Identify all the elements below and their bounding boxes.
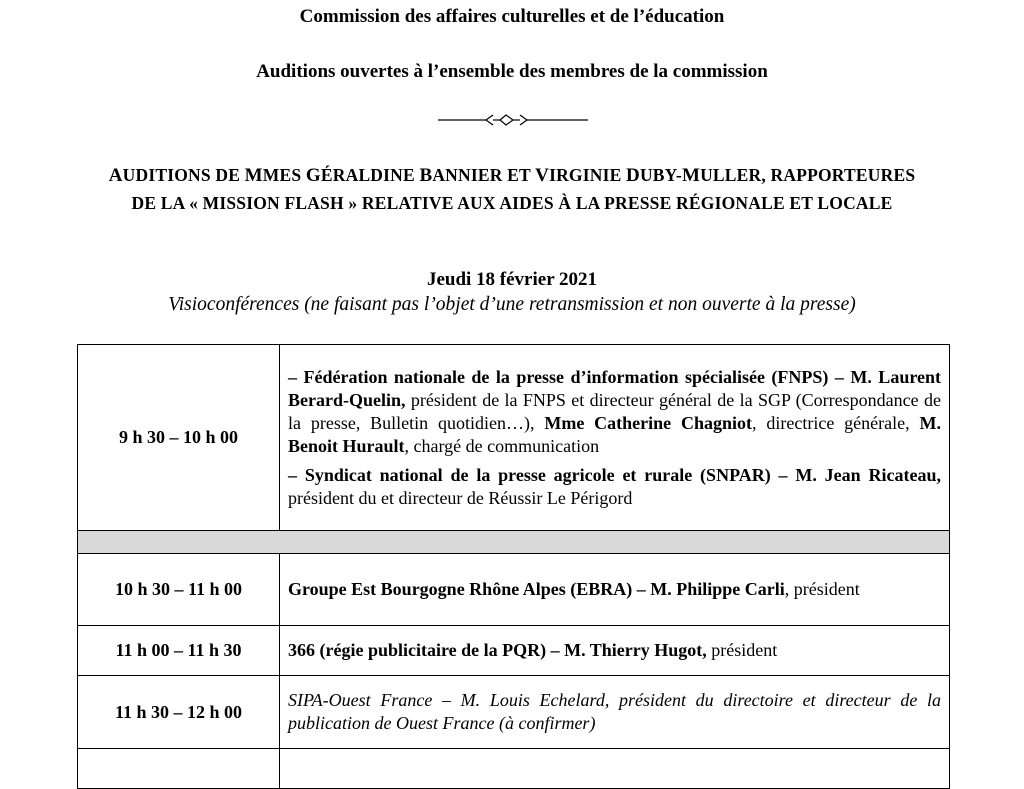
- table-row: [78, 345, 950, 531]
- table-row: [78, 749, 950, 789]
- videoconference-note: Visioconférences (ne faisant pas l’objet d’une retransmission et non ouverte à la presse): [168, 294, 856, 315]
- table-row: [78, 554, 950, 626]
- time-slot: 11 h 00 – 11 h 30: [78, 626, 280, 676]
- table-row: [78, 676, 950, 749]
- session-date: Jeudi 18 février 2021: [426, 269, 598, 290]
- table-row: [78, 626, 950, 676]
- time-slot: 11 h 30 – 12 h 00: [78, 676, 280, 749]
- participants-cell: 366 (régie publicitaire de la PQR) – M. Thierry Hugot, président: [280, 626, 950, 676]
- participants-cell: SIPA-Ouest France – M. Louis Echelard, président du directoire et directeur de la publication de Ouest France (à confirmer): [280, 676, 950, 749]
- participants-cell: – Fédération nationale de la presse d’information spécialisée (FNPS) – M. Laurent Berard-Quelin, président de la FNPS et directeur général de la SGP (Correspondance de la presse, Bulletin quotidien…), Mme Catherine Chagniot, directrice générale, M. Benoit Hurault, chargé de communication – Syndicat national de la presse agricole et rurale (SNPAR) – M. Jean Ricateau, président du et directeur de Réussir Le Périgord: [280, 345, 950, 531]
- ornament-divider-icon: [438, 110, 588, 130]
- hearing-schedule-table: [77, 344, 950, 789]
- participants-cell: Groupe Est Bourgogne Rhône Alpes (EBRA) – M. Philippe Carli, président: [280, 554, 950, 626]
- hearing-title-line-1: AUDITIONS DE MMES GÉRALDINE BANNIER ET VIRGINIE DUBY-MULLER, RAPPORTEURES: [108, 165, 916, 186]
- break-row: [78, 531, 950, 554]
- time-slot: 10 h 30 – 11 h 00: [78, 554, 280, 626]
- time-slot: 9 h 30 – 10 h 00: [78, 345, 280, 531]
- commission-heading: Commission des affaires culturelles et de l’éducation: [299, 6, 725, 27]
- hearing-title-line-2: DE LA « MISSION FLASH » RELATIVE AUX AIDES À LA PRESSE RÉGIONALE ET LOCALE: [131, 193, 893, 213]
- auditions-subheading: Auditions ouvertes à l’ensemble des membres de la commission: [256, 61, 768, 82]
